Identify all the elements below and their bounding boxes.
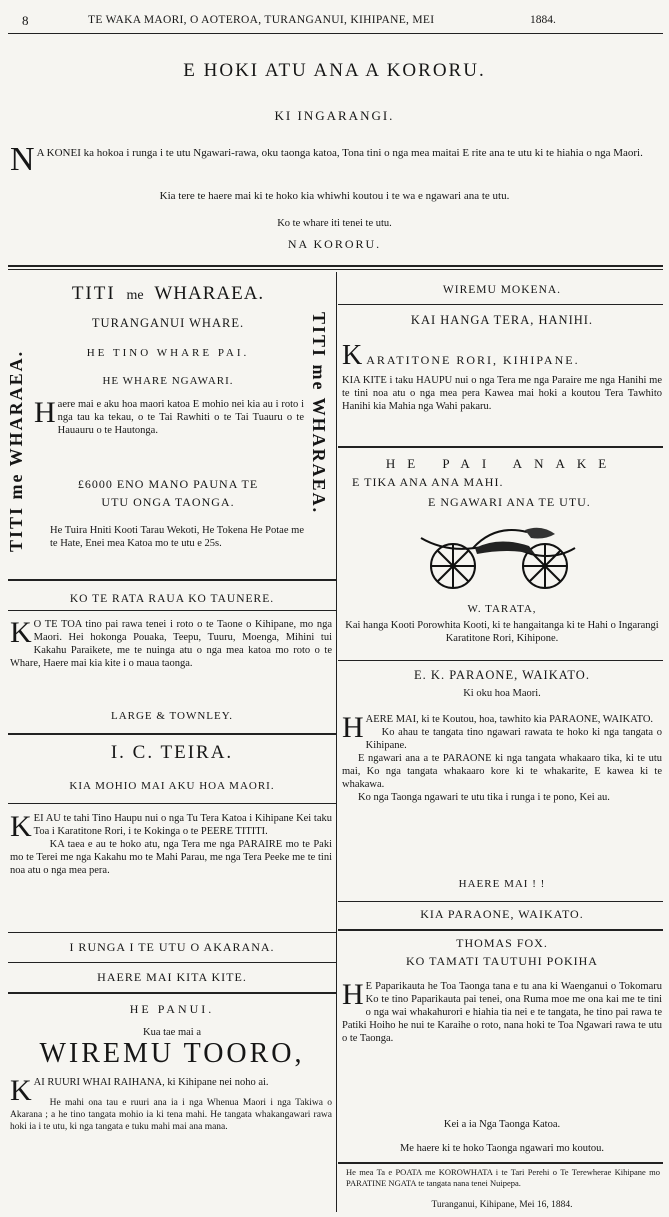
panui-text-1: AI RUURI WHAI RAIHANA, ki Kihipane nei noho ai. bbox=[33, 1077, 269, 1088]
masthead: TE WAKA MAORI, O AOTEROA, TURANGANUI, KIHIPANE, MEI bbox=[88, 14, 435, 26]
teira-body bbox=[10, 812, 332, 877]
teira-text-1: EI AU te tahi Tino Haupu nui o nga Tu Tera Katoa i Kihipane Kei taku Toa i Karatitone Rori, i te Kokinga o te PEERE TITITI. bbox=[33, 813, 332, 837]
panui-intro: Kua tae mai a bbox=[142, 1027, 201, 1038]
imprint-text: He mea Ta e POATA me KOROWHATA i te Tari Perehi o Te Terewherae Kihipane mo PARATINE NGATA te tangata nana tenei Nuipepa. bbox=[346, 1167, 660, 1188]
panui-body bbox=[10, 1076, 332, 1133]
paraone-body bbox=[342, 713, 662, 804]
left-rule-5 bbox=[8, 932, 336, 933]
drop-cap: K bbox=[342, 340, 363, 371]
header-rule bbox=[8, 33, 663, 34]
teira-text-2: KA taea e au te hoko atu, nga Tera me nga PARAIRE mo te Paki mo te Terei me nga Kakahu mo te Mahi Parau, me nga Tera Peeke me te tini noa atu o nga mea pera. bbox=[10, 839, 332, 876]
teira-title: I. C. TEIRA. bbox=[110, 742, 234, 763]
tarata-line1: HE PAI ANAKE bbox=[385, 456, 619, 471]
tarata-line2: E TIKA ANA ANA MAHI. bbox=[352, 475, 504, 489]
kororu-text: A KONEI ka hokoa i runga i te utu Ngawari-rawa, oku taonga katoa, Tona tini o nga mea maitai E rite ana te utu ki te hiahia o nga Maori. bbox=[36, 147, 643, 159]
mokena-title: WIREMU MOKENA. bbox=[442, 284, 562, 296]
titi-body bbox=[34, 398, 304, 437]
kororu-signature: NA KORORU. bbox=[287, 237, 382, 251]
right-rule-4 bbox=[338, 901, 663, 902]
fox-line2: Kei a ia Nga Taonga Katoa. bbox=[443, 1119, 561, 1130]
tarata-line3: E NGAWARI ANA TE UTU. bbox=[428, 495, 591, 509]
titi-price-2: UTU ONGA TAONGA. bbox=[101, 495, 235, 509]
left-rule-3 bbox=[8, 733, 336, 735]
rata-title: KO TE RATA RAUA KO TAUNERE. bbox=[69, 593, 275, 605]
drop-cap: N bbox=[10, 141, 35, 178]
top-rule-1 bbox=[8, 265, 663, 267]
paraone-title: E. K. PARAONE, WAIKATO. bbox=[414, 668, 590, 682]
kororu-title: E HOKI ATU ANA A KORORU. bbox=[183, 60, 486, 81]
tarata-signature: W. TARATA, bbox=[467, 603, 537, 615]
left-rule-6 bbox=[8, 962, 336, 963]
kororu-subtitle: KI INGARANGI. bbox=[274, 108, 395, 123]
paraone-subtitle: Ki oku hoa Maori. bbox=[463, 688, 541, 699]
mokena-text: KIA KITE i taku HAUPU nui o nga Tera me nga Paraire me nga Hanihi me te tini noa atu o nga mea pera Kawea mai hoki a koutou Tera Tawhito Hanihi kia Mahia nga Wahi pakaru. bbox=[342, 375, 662, 412]
drop-cap: H bbox=[34, 396, 56, 429]
paraone-signature: KIA PARAONE, WAIKATO. bbox=[420, 907, 584, 921]
wharaea-word: WHARAEA. bbox=[154, 283, 265, 304]
akarana-line1: I RUNGA I TE UTU O AKARANA. bbox=[69, 940, 275, 954]
titi-vertical-left: TITI me WHARAEA. bbox=[6, 349, 26, 552]
panui-text-2: He mahi ona tau e ruuri ana ia i nga Whenua Maori i nga Takiwa o Akarana ; a he tino tangata mohio ia ki tena mahi. He tangata whakangawari rawa hoki ia i te utu, ki nga tangata e tuku mahi mai ana mana. bbox=[10, 1098, 332, 1132]
mokena-heading-text: ARATITONE RORI, KIHIPANE. bbox=[366, 353, 580, 367]
titi-heading2: HE TINO WHARE PAI. bbox=[86, 347, 250, 359]
fox-line3: Me haere ki te hoko Taonga ngawari mo koutou. bbox=[399, 1143, 605, 1154]
paraone-haere: HAERE MAI ! ! bbox=[458, 878, 546, 890]
titi-goods bbox=[50, 524, 304, 550]
right-rule-6 bbox=[338, 1162, 663, 1164]
titi-title bbox=[30, 283, 306, 305]
right-rule-2 bbox=[338, 446, 663, 448]
imprint bbox=[346, 1167, 660, 1189]
kororu-line2: Kia tere te haere mai ki te hoko kia whiwhi koutou i te wa e ngawari ana te utu. bbox=[159, 190, 510, 202]
fox-title-2: KO TAMATI TAUTUHI POKIHA bbox=[406, 954, 598, 968]
paraone-text-3: E ngawari ana a te PARAONE ki nga tangata whakaaro tika, ki te utu mai, Ko nga tangata whakaaro kore ki te whakarite, E kawea ki te whakawa. bbox=[342, 753, 662, 790]
mokena-subtitle: KAI HANGA TERA, HANIHI. bbox=[410, 313, 594, 327]
drop-cap: H bbox=[342, 978, 364, 1011]
right-rule-1 bbox=[338, 304, 663, 305]
tarata-text: Kai hanga Kooti Porowhita Kooti, ki te hangaitanga ki te Hahi o Ingarangi Karatitone Rori, Kihipone. bbox=[345, 620, 659, 644]
titi-goods-text: He Tuira Hniti Kooti Tarau Wekoti, He Tokena He Potae me te Hate, Enei mea Katoa mo te utu e 25s. bbox=[50, 525, 304, 549]
right-rule-5 bbox=[338, 929, 663, 931]
drop-cap: K bbox=[10, 616, 32, 649]
titi-text: aere mai e aku hoa maori katoa E mohio nei kia au i roto i nga tau ka tekau, o te Tai Rawhiti o te Tai Tuauru o te Hauauru o te Hautonga. bbox=[57, 399, 304, 436]
kororu-line3: Ko te whare iti tenei te utu. bbox=[277, 218, 392, 229]
paraone-text-2: Ko ahau te tangata tino ngawari rawata te hoko ki nga tangata o Kihipane. bbox=[365, 727, 662, 751]
titi-heading3: HE WHARE NGAWARI. bbox=[102, 375, 234, 387]
top-rule-2 bbox=[8, 269, 663, 270]
left-rule-1 bbox=[8, 579, 336, 581]
panui-name: WIREMU TOORO, bbox=[39, 1038, 305, 1069]
me-word: me bbox=[126, 288, 144, 303]
fox-text: E Paparikauta he Toa Taonga tana e tu ana ki Waenganui o Tokomaru Ko te tino Paparikauta pai tenei, ona Ruma moe me ona kai me te tini o nga wai whakahurori e hiahia tia nei e te tangata, he tino pai rawa te Patiki Hoiho he nui te Karaihe o roto, nana hoki te Toa Ngawari rawa te utu o te Taonga. bbox=[342, 981, 662, 1044]
tarata-body bbox=[342, 619, 662, 645]
rata-body bbox=[10, 618, 332, 670]
rata-text: O TE TOA tino pai rawa tenei i roto o te Taone o Kihipane, mo nga Maori. Hei hokonga Pouaka, Teepu, Tuuru, Moenga, Mihini tui Kakahu Paraikete, me te nuinga atu o nga mea katoa mo roto o te Whare, Haere mai kia kite i o maua taonga. bbox=[10, 619, 332, 669]
rata-signature: LARGE & TOWNLEY. bbox=[110, 710, 234, 722]
titi-heading1: TURANGANUI WHARE. bbox=[91, 316, 245, 330]
masthead-year: 1884. bbox=[530, 14, 556, 26]
drop-cap: H bbox=[342, 711, 364, 744]
imprint-dateline: Turanganui, Kihipane, Mei 16, 1884. bbox=[431, 1200, 573, 1210]
carriage-illustration bbox=[415, 518, 583, 592]
titi-price-1: £6000 ENO MANO PAUNA TE bbox=[77, 477, 259, 491]
titi-word: TITI bbox=[71, 283, 116, 304]
left-rule-7 bbox=[8, 992, 336, 994]
fox-body bbox=[342, 980, 662, 1045]
fox-title-1: THOMAS FOX. bbox=[456, 936, 548, 950]
titi-vertical-right: TITI me WHARAEA. bbox=[309, 312, 329, 515]
left-rule-4 bbox=[8, 803, 336, 804]
column-divider bbox=[336, 272, 337, 1212]
drop-cap: K bbox=[10, 1074, 32, 1107]
mokena-heading bbox=[342, 340, 664, 372]
kororu-body bbox=[10, 141, 660, 178]
left-rule-2 bbox=[8, 610, 336, 611]
paraone-text-1: AERE MAI, ki te Koutou, hoa, tawhito kia PARAONE, WAIKATO. bbox=[365, 714, 654, 725]
teira-subtitle: KIA MOHIO MAI AKU HOA MAORI. bbox=[69, 780, 275, 792]
page-number: 8 bbox=[22, 13, 29, 28]
mokena-body bbox=[342, 374, 662, 413]
drop-cap: K bbox=[10, 810, 32, 843]
paraone-text-4: Ko nga Taonga ngawari te utu tika i runga i te pono, Kei au. bbox=[358, 792, 610, 803]
panui-title: HE PANUI. bbox=[129, 1002, 215, 1016]
right-rule-3 bbox=[338, 660, 663, 661]
akarana-line2: HAERE MAI KITA KITE. bbox=[97, 970, 247, 984]
